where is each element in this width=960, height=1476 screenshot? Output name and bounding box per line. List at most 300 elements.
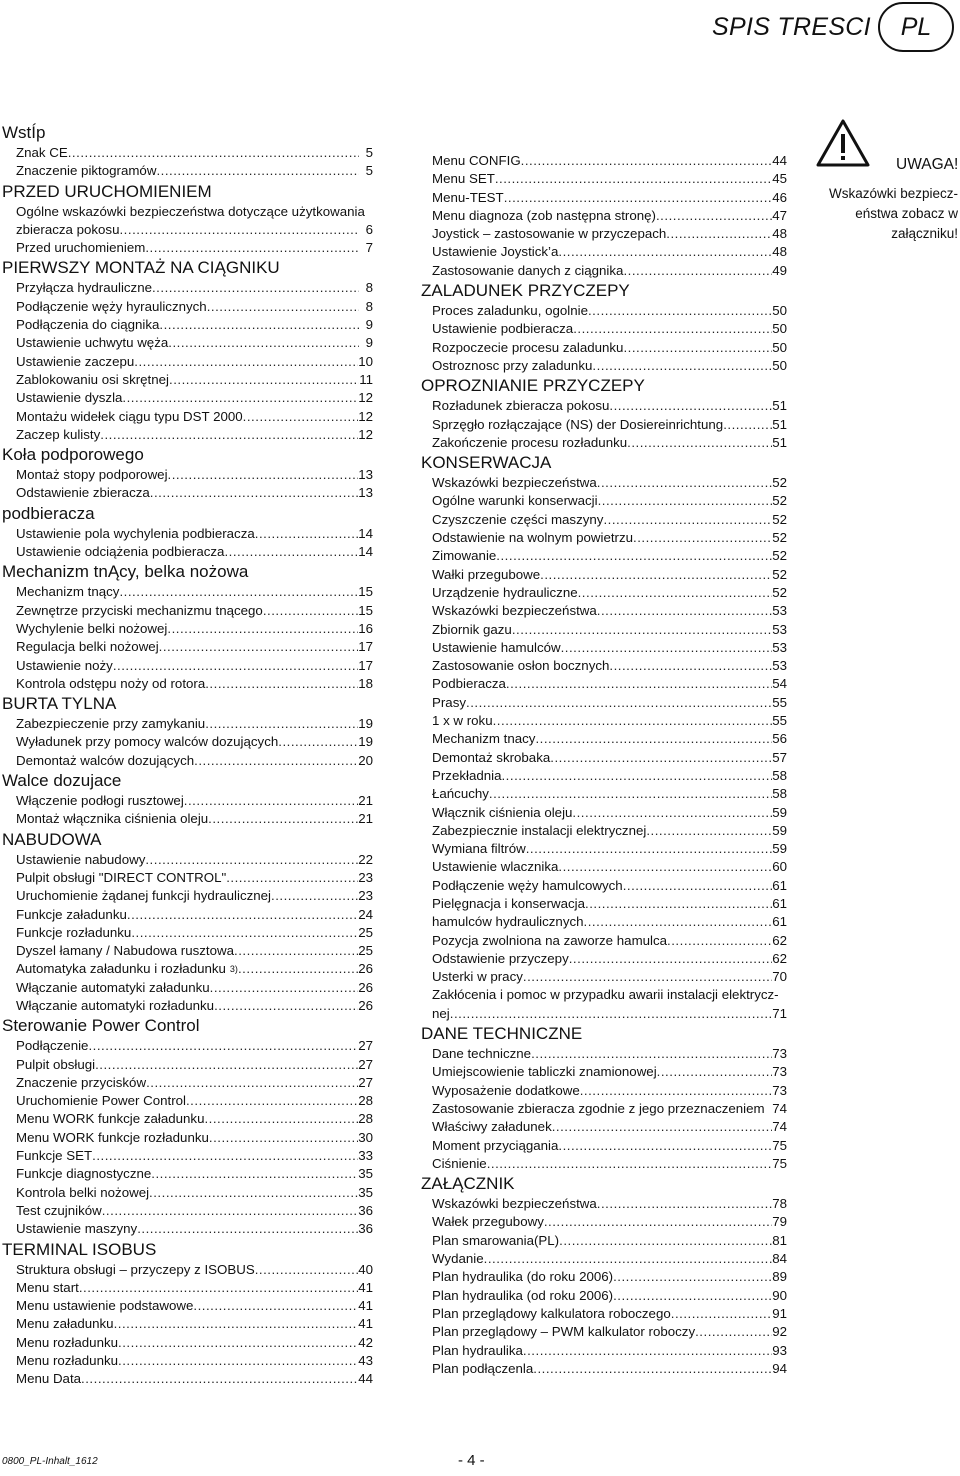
entry-title: Ustawienie uchwytu węża: [16, 335, 169, 351]
leader-dots: [646, 822, 772, 840]
toc-entry[interactable]: [16, 1279, 373, 1297]
toc-entry-line[interactable]: [432, 986, 787, 1004]
page-ref: 56: [772, 731, 787, 747]
toc-entry[interactable]: [432, 730, 787, 748]
toc-entry[interactable]: [432, 749, 787, 767]
toc-entry[interactable]: [432, 932, 787, 950]
entry-title: Usterki w pracy: [432, 969, 523, 985]
page-ref: 58: [772, 786, 787, 802]
entry-title: Zimowanie: [432, 548, 497, 564]
page-ref: 26: [358, 979, 373, 995]
entry-title: Menu ustawienie podstawowe: [16, 1298, 194, 1314]
leader-dots: [667, 932, 772, 950]
page-ref: 44: [358, 1371, 373, 1387]
page-ref: 30: [358, 1129, 373, 1145]
leader-dots: [561, 639, 773, 657]
page-ref: 45: [772, 171, 787, 187]
toc-entry-line[interactable]: [16, 203, 373, 221]
entry-title: Zabezpieczenie przy zamykaniu: [16, 716, 206, 732]
toc-entry[interactable]: [16, 525, 373, 543]
entry-title: Ustawienie wlacznika: [432, 859, 559, 875]
entry-title: Podłączenia do ciągnika: [16, 317, 160, 333]
toc-entry[interactable]: [432, 416, 787, 434]
leader-dots: [79, 1279, 358, 1297]
toc-entry[interactable]: [16, 426, 373, 444]
page-ref: 52: [772, 530, 787, 546]
page-ref: 9: [365, 317, 373, 333]
toc-entry[interactable]: [16, 924, 373, 942]
page-ref: 59: [772, 841, 787, 857]
entry-title: Menu start: [16, 1279, 79, 1295]
page-ref: 41: [358, 1298, 373, 1314]
toc-entry[interactable]: [432, 1005, 787, 1023]
toc-entry[interactable]: [16, 1147, 373, 1165]
leader-dots: [584, 913, 773, 931]
leader-dots: [226, 869, 358, 887]
toc-entry[interactable]: [16, 1110, 373, 1128]
toc-entry[interactable]: [16, 1056, 373, 1074]
entry-title: Zablokowaniu osi skrętnej: [16, 371, 169, 387]
entry-title: Ustawienie zaczepu: [16, 353, 135, 369]
section-title: DANE TECHNICZNE: [421, 1024, 583, 1044]
page-ref: 11: [359, 371, 373, 387]
leader-dots: [156, 162, 359, 180]
leader-dots: [627, 434, 772, 452]
leader-dots: [186, 1092, 358, 1110]
entry-title: Wskazówki bezpieczeństwa: [432, 1196, 597, 1212]
toc-entry[interactable]: [432, 950, 787, 968]
page-ref: 79: [772, 1214, 787, 1230]
toc-section: [417, 152, 787, 280]
toc-entry[interactable]: [432, 1342, 787, 1360]
entry-title: hamulców hydraulicznych: [432, 914, 584, 930]
toc-entry[interactable]: [432, 968, 787, 986]
warning-triangle-icon: [815, 118, 871, 168]
toc-entry[interactable]: [432, 243, 787, 261]
toc-entry[interactable]: [16, 543, 373, 561]
entry-title: Menu załadunku: [16, 1316, 114, 1332]
toc-entry[interactable]: [16, 620, 373, 638]
entry-title: Plan hydraulika (do roku 2006): [432, 1269, 614, 1285]
section-title: BURTA TYLNA: [2, 694, 117, 714]
page-ref: 47: [772, 207, 787, 223]
toc-entry[interactable]: [16, 810, 373, 828]
toc-entry[interactable]: [16, 389, 373, 407]
toc-entry[interactable]: [432, 1323, 787, 1341]
toc-entry[interactable]: [16, 162, 373, 180]
toc-section: [2, 444, 372, 503]
entry-title: Rozładunek zbieracza pokosu: [432, 398, 610, 414]
leader-dots: [122, 389, 358, 407]
toc-entry[interactable]: [432, 602, 787, 620]
toc-entry[interactable]: [432, 492, 787, 510]
toc-entry[interactable]: [432, 1195, 787, 1213]
page-ref: 53: [772, 603, 787, 619]
page-ref: 59: [772, 804, 787, 820]
toc-entry[interactable]: [432, 1118, 787, 1136]
toc-entry[interactable]: [432, 529, 787, 547]
entry-title: Prasy: [432, 694, 466, 710]
page-ref: 46: [772, 189, 787, 205]
entry-title: Mechanizm tnacy: [432, 731, 536, 747]
leader-dots: [609, 657, 772, 675]
toc-entry[interactable]: [16, 997, 373, 1015]
toc-entry[interactable]: [16, 906, 373, 924]
page-ref: 50: [772, 321, 787, 337]
entry-title: Regulacja belki nożowej: [16, 639, 159, 655]
leader-dots: [723, 416, 772, 434]
toc-entry[interactable]: [432, 639, 787, 657]
page-ref: 57: [772, 749, 787, 765]
entry-title: Ostroznosc przy zaladunku: [432, 357, 593, 373]
toc-entry[interactable]: [432, 694, 787, 712]
page-ref: 60: [772, 859, 787, 875]
entry-title: Ustawienie noży: [16, 657, 113, 673]
toc-entry[interactable]: [16, 408, 373, 426]
entry-title: Umiejscowienie tabliczki znamionowej: [432, 1064, 657, 1080]
page-ref: 44: [772, 153, 787, 168]
toc-entry[interactable]: [16, 298, 373, 316]
page-ref: 20: [358, 752, 373, 768]
page-ref: 52: [772, 584, 787, 600]
entry-title: Menu WORK funkcje załadunku: [16, 1111, 205, 1127]
toc-entry[interactable]: [16, 733, 373, 751]
leader-dots: [504, 189, 773, 207]
page-ref: 48: [772, 226, 787, 242]
toc-entry[interactable]: [16, 752, 373, 770]
page-ref: 92: [772, 1324, 787, 1340]
toc-section: [2, 561, 372, 693]
entry-footnote: 3): [229, 964, 238, 975]
leader-dots: [149, 1184, 358, 1202]
toc-entry[interactable]: [432, 1100, 787, 1118]
toc-entry[interactable]: [432, 877, 787, 895]
toc-entry[interactable]: [432, 785, 787, 803]
toc-entry[interactable]: [432, 1360, 787, 1378]
document-code: 0800_PL-Inhalt_1612: [2, 1456, 98, 1467]
entry-title: Znaczenie przycisków: [16, 1074, 147, 1090]
toc-entry[interactable]: [16, 1184, 373, 1202]
section-title: NABUDOWA: [2, 829, 102, 849]
toc-entry[interactable]: [432, 170, 787, 188]
leader-dots: [613, 1268, 772, 1286]
toc-entry[interactable]: [432, 584, 787, 602]
entry-title: Ustawienie nabudowy: [16, 851, 146, 867]
toc-entry[interactable]: [16, 1261, 373, 1279]
page-ref: 15: [358, 584, 373, 600]
toc-entry[interactable]: [16, 1129, 373, 1147]
entry-title: Funkcje rozładunku: [16, 924, 132, 940]
leader-dots: [506, 675, 772, 693]
leader-dots: [558, 1137, 772, 1155]
toc-entry[interactable]: [432, 434, 787, 452]
toc-entry[interactable]: [432, 547, 787, 565]
leader-dots: [150, 484, 358, 502]
toc-section: [417, 1173, 787, 1378]
toc-entry[interactable]: [432, 1063, 787, 1081]
toc-entry[interactable]: [432, 767, 787, 785]
toc-entry[interactable]: [16, 1297, 373, 1315]
toc-entry[interactable]: [16, 869, 373, 887]
page-ref: 25: [358, 924, 373, 940]
entry-title: Podłączenie węży hamulcowych: [432, 877, 623, 893]
section-title: TERMINAL ISOBUS: [2, 1239, 157, 1259]
entry-title: Znaczenie piktogramów: [16, 163, 157, 179]
leader-dots: [573, 320, 772, 338]
leader-dots: [255, 525, 358, 543]
page-ref: 13: [358, 485, 373, 501]
leader-dots: [580, 1082, 772, 1100]
toc-section: [417, 452, 787, 1023]
entry-title: Zastosowanie zbieracza zgodnie z jego przeznaczeniem: [432, 1100, 765, 1116]
page-ref: 19: [358, 716, 373, 732]
entry-title: Automatyka załadunku i rozładunku: [16, 961, 226, 977]
entry-title: Zakończenie procesu rozładunku: [432, 434, 628, 450]
page-ref: 73: [772, 1064, 787, 1080]
page-ref: 8: [365, 280, 373, 296]
page-ref: 40: [358, 1261, 373, 1277]
page-ref: 41: [358, 1279, 373, 1295]
page-ref: 7: [365, 240, 373, 256]
page-ref: 73: [772, 1046, 787, 1062]
page-ref: 74: [772, 1119, 787, 1135]
toc-entry[interactable]: [16, 1315, 373, 1333]
page-ref: 17: [358, 657, 373, 673]
section-title: KONSERWACJA: [421, 453, 552, 473]
entry-title: 1 x w roku: [432, 713, 493, 729]
toc-entry[interactable]: [432, 566, 787, 584]
entry-title: Menu-TEST: [432, 189, 504, 205]
toc-entry[interactable]: [16, 979, 373, 997]
entry-title: Ustawienie maszyny: [16, 1221, 138, 1237]
toc-entry[interactable]: [432, 511, 787, 529]
toc-entry[interactable]: [432, 1137, 787, 1155]
toc-entry[interactable]: [432, 357, 787, 375]
entry-title: Menu rozładunku: [16, 1334, 119, 1350]
leader-dots: [168, 334, 359, 352]
toc-entry[interactable]: [16, 583, 373, 601]
toc-section: [2, 122, 372, 181]
toc-entry[interactable]: [16, 279, 373, 297]
toc-entry[interactable]: [432, 152, 787, 170]
toc-entry[interactable]: [16, 353, 373, 371]
toc-section: [2, 829, 372, 1016]
leader-dots: [666, 225, 772, 243]
leader-dots: [68, 144, 359, 162]
toc-entry[interactable]: [432, 895, 787, 913]
toc-entry[interactable]: [432, 822, 787, 840]
toc-entry[interactable]: [432, 474, 787, 492]
toc-entry[interactable]: [16, 675, 373, 693]
toc-entry[interactable]: [432, 1213, 787, 1231]
toc-entry[interactable]: [432, 840, 787, 858]
toc-entry[interactable]: [16, 1092, 373, 1110]
toc-entry[interactable]: [16, 1074, 373, 1092]
toc-section: [2, 770, 372, 829]
toc-entry[interactable]: [432, 1155, 787, 1173]
warning-title: UWAGA!: [896, 156, 959, 173]
toc-entry[interactable]: [432, 621, 787, 639]
toc-entry[interactable]: [432, 913, 787, 931]
toc-entry[interactable]: [16, 887, 373, 905]
entry-title: Przed uruchomieniem: [16, 240, 146, 256]
toc-entry[interactable]: [16, 316, 373, 334]
leader-dots: [151, 1165, 358, 1183]
entry-title: Plan podłączenla: [432, 1360, 534, 1376]
toc-entry[interactable]: [16, 484, 373, 502]
entry-title: nej: [432, 1005, 450, 1021]
page-ref: 53: [772, 658, 787, 674]
page-ref: 22: [358, 851, 373, 867]
toc-entry[interactable]: [16, 371, 373, 389]
toc-entry[interactable]: [16, 1037, 373, 1055]
toc-entry[interactable]: [432, 1045, 787, 1063]
leader-dots: [194, 752, 358, 770]
page-ref: 52: [772, 493, 787, 509]
leader-dots: [588, 302, 772, 320]
leader-dots: [159, 638, 359, 656]
entry-title: Zastosowanie danych z ciągnika: [432, 262, 624, 278]
toc-entry[interactable]: [16, 1334, 373, 1352]
page-ref: 81: [772, 1232, 787, 1248]
entry-title: Test czujników: [16, 1202, 102, 1218]
entry-title: Funkcje SET: [16, 1148, 93, 1164]
toc-entry[interactable]: [432, 225, 787, 243]
toc-entry[interactable]: [16, 715, 373, 733]
entry-title: Uruchomienie Power Control: [16, 1093, 186, 1109]
leader-dots: [119, 221, 359, 239]
entry-title: Ciśnienie: [432, 1155, 487, 1171]
toc-section: [2, 1239, 372, 1389]
entry-title: Proces zaladunku, ogolnie: [432, 303, 588, 319]
entry-title: Plan przeglądowy kalkulatora roboczego: [432, 1305, 671, 1321]
toc-entry[interactable]: [16, 1165, 373, 1183]
entry-title: Właściwy załadunek: [432, 1119, 552, 1135]
toc-entry[interactable]: [16, 960, 373, 978]
entry-title: Ustawienie dyszla: [16, 390, 123, 406]
toc-entry[interactable]: [16, 466, 373, 484]
page-ref: 89: [772, 1269, 787, 1285]
toc-entry[interactable]: [16, 942, 373, 960]
toc-entry[interactable]: [432, 262, 787, 280]
entry-title: Wyładunek przy pomocy walców dozujących: [16, 734, 279, 750]
toc-entry[interactable]: [432, 1268, 787, 1286]
leader-dots: [526, 840, 772, 858]
entry-title: Uruchomienie żądanej funkcji hydraulicznej: [16, 888, 271, 904]
leader-dots: [466, 694, 772, 712]
page-ref: 52: [772, 511, 787, 527]
entry-title: Menu Data: [16, 1371, 82, 1387]
entry-title: Zabezpiecznie instalacji elektrycznej: [432, 822, 647, 838]
leader-dots: [205, 715, 358, 733]
leader-dots: [234, 942, 358, 960]
leader-dots: [278, 733, 358, 751]
entry-title: Podbieracza: [432, 676, 506, 692]
leader-dots: [558, 858, 772, 876]
leader-dots: [168, 466, 359, 484]
toc-entry[interactable]: [16, 1352, 373, 1370]
toc-entry[interactable]: [432, 1082, 787, 1100]
toc-entry[interactable]: [432, 712, 787, 730]
toc-entry[interactable]: [432, 320, 787, 338]
page-ref: 48: [772, 244, 787, 260]
toc-entry[interactable]: [16, 1202, 373, 1220]
page-header-title: SPIS TRESCI: [712, 13, 871, 41]
toc-entry[interactable]: [432, 1250, 787, 1268]
entry-title: Wałki przegubowe: [432, 566, 541, 582]
page-ref: 26: [358, 997, 373, 1013]
toc-entry[interactable]: [16, 1220, 373, 1238]
entry-title: Struktura obsługi – przyczepy z ISOBUS: [16, 1261, 255, 1277]
toc-entry[interactable]: [16, 657, 373, 675]
section-title: Koła podporowego: [2, 445, 144, 465]
toc-entry[interactable]: [432, 302, 787, 320]
toc-entry[interactable]: [16, 602, 373, 620]
entry-title: Ogólne wskazówki bezpieczeństwa dotyczące użytkowania: [16, 203, 365, 219]
entry-title: Plan hydraulika: [432, 1342, 523, 1358]
toc-entry[interactable]: [16, 1370, 373, 1388]
entry-title: Moment przyciągania: [432, 1137, 559, 1153]
toc-entry[interactable]: [16, 638, 373, 656]
toc-entry[interactable]: [432, 1305, 787, 1323]
toc-section: [2, 693, 372, 770]
toc-section: [2, 503, 372, 562]
entry-title: Pielęgnacja i konserwacja: [432, 895, 585, 911]
toc-entry[interactable]: [432, 804, 787, 822]
toc-entry[interactable]: [432, 397, 787, 415]
section-title: Sterowanie Power Control: [2, 1016, 200, 1036]
leader-dots: [95, 1056, 358, 1074]
page-ref: 42: [358, 1334, 373, 1350]
toc-entry[interactable]: [432, 858, 787, 876]
leader-dots: [145, 851, 358, 869]
page-ref: 51: [772, 434, 787, 450]
entry-title: Menu WORK funkcje rozładunku: [16, 1129, 209, 1145]
leader-dots: [496, 547, 772, 565]
toc-middle-column: [417, 152, 787, 1378]
toc-entry[interactable]: [16, 334, 373, 352]
toc-entry[interactable]: [16, 221, 373, 239]
entry-title: Wałek przegubowy: [432, 1214, 544, 1230]
leader-dots: [623, 877, 773, 895]
toc-entry[interactable]: [432, 657, 787, 675]
toc-entry[interactable]: [432, 1287, 787, 1305]
leader-dots: [558, 243, 772, 261]
entry-title: zbieracza pokosu: [16, 221, 120, 237]
leader-dots: [656, 207, 772, 225]
leader-dots: [118, 1334, 358, 1352]
page-ref: 16: [358, 620, 373, 636]
leader-dots: [131, 924, 358, 942]
entry-title: Ogólne warunki konserwacji: [432, 493, 598, 509]
toc-entry[interactable]: [16, 851, 373, 869]
toc-entry[interactable]: [16, 144, 373, 162]
page-ref: 27: [358, 1074, 373, 1090]
toc-entry[interactable]: [432, 339, 787, 357]
toc-entry[interactable]: [432, 189, 787, 207]
toc-entry[interactable]: [432, 207, 787, 225]
section-title: PIERWSZY MONTAŻ NA CIĄGNIKU: [2, 258, 280, 278]
page-ref: 13: [358, 467, 373, 483]
leader-dots: [501, 767, 772, 785]
toc-entry[interactable]: [432, 675, 787, 693]
entry-title: Łańcuchy: [432, 786, 489, 802]
toc-entry[interactable]: [16, 792, 373, 810]
entry-title: Menu SET: [432, 171, 495, 187]
toc-entry[interactable]: [16, 239, 373, 257]
toc-entry[interactable]: [432, 1232, 787, 1250]
entry-title: Plan przeglądowy – PWM kalkulator roboczy: [432, 1324, 696, 1340]
